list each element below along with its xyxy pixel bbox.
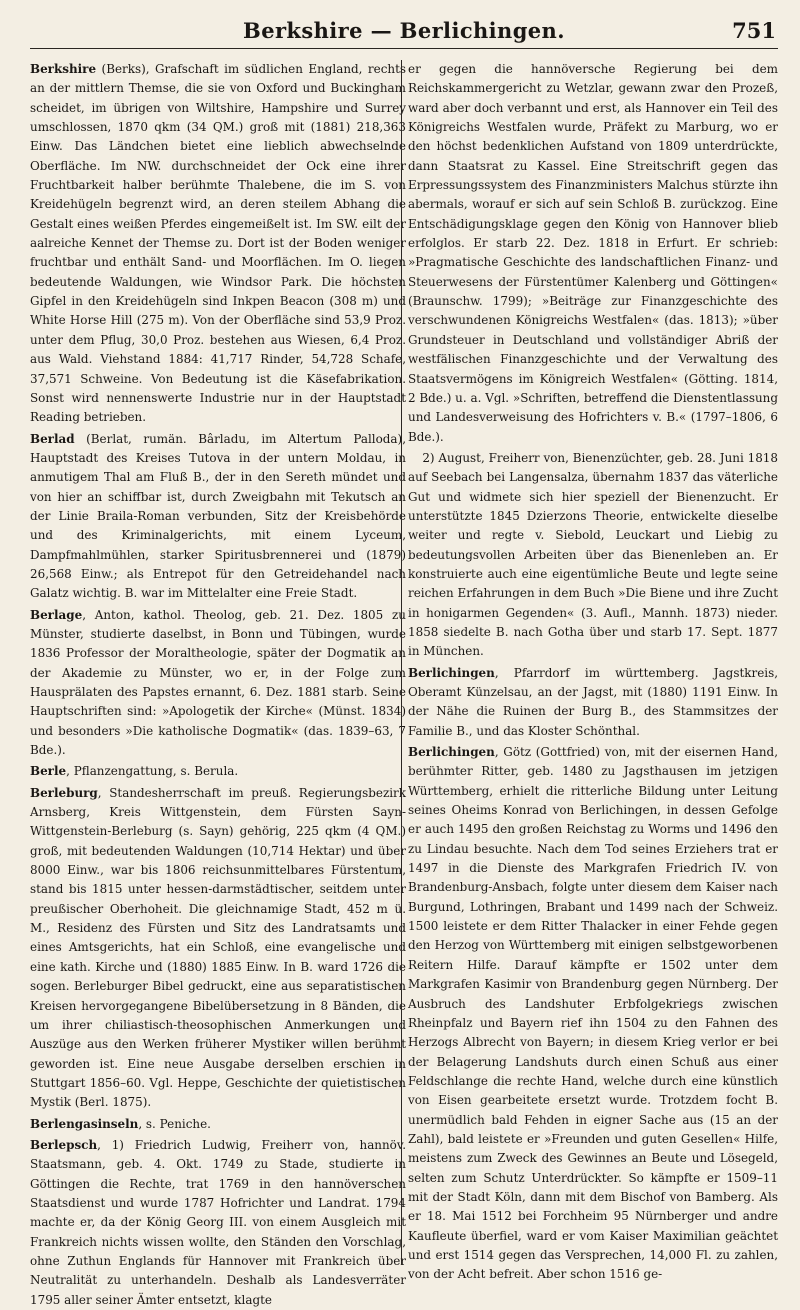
page-number: 751 [732,18,776,43]
left-column [30,60,406,1307]
right-column [408,60,778,1282]
entry-headword: Berlage [30,607,83,622]
entry-text: , 1) Friedrich Ludwig, Freiherr von, hannöv. Staatsmann, geb. 4. Okt. 1749 zu Stade, studierte in Göttingen die Rechte, trat 1769 in den hannöverschen Staatsdienst und wurde 1787 Hofrichter und Landrat. 1794 machte er, da der König Georg III. von einem Ausgleich mit Frankreich nichts wissen wollte, den Ständen den Vorschlag, ohne Zuthun Englands für Hannover mit Frankreich über Neutralität zu unterhandeln. Deshalb als Landesverräter 1795 aller seiner Ämter entsetzt, klagte [30,1137,406,1307]
entry-headword: Berlichingen [408,665,495,680]
entry [30,60,406,428]
entry [30,784,406,1113]
entry-text: , Anton, kathol. Theolog, geb. 21. Dez. 1805 zu Münster, studierte daselbst, in Bonn und Tübingen, wurde 1836 Professor der Moraltheologie, später der Dogmatik an der Akademie zu Münster, wo er, in der Folge zum Hausprälaten des Papstes ernannt, 6. Dez. 1881 starb. Seine Hauptschriften sind: »Apologetik der Kirche« (Münst. 1834) und besonders »Die katholische Dogmatik« (das. 1839–63, 7 Bde.). [30,607,406,758]
entry-text: , Pfarrdorf im württemberg. Jagstkreis, Oberamt Künzelsau, an der Jagst, mit (1880) 1191 Einw. In der Nähe die Ruinen der Burg B., des Stammsitzes der Familie B., und das Kloster Schönthal. [408,665,778,738]
entry [408,60,778,447]
entry-text: , Standesherrschaft im preuß. Regierungsbezirk Arnsberg, Kreis Wittgenstein, dem Fürsten Sayn-Wittgenstein-Berleburg (s. Sayn) gehörig, 225 qkm (4 QM.) groß, mit bedeutenden Waldungen (10,714 Hektar) und über 8000 Einw., war bis 1806 reichsunmittelbares Fürstentum, stand bis 1815 unter hessen-darmstädtischer, seitdem unter preußischer Oberhoheit. Die gleichnamige Stadt, 452 m ü. M., Residenz des Fürsten und Sitz des Landratsamts und eines Amtsgerichts, hat ein Schloß, eine evangelische und eine kath. Kirche und (1880) 1885 Einw. In B. ward 1726 die sogen. Berleburger Bibel gedruckt, eine aus separatistischen Kreisen hervorgegangene Bibelübersetzung in 8 Bänden, die um ihrer chiliastisch-theosophischen Anmerkungen und Auszüge aus den Werken früherer Mystiker willen berühmt geworden ist. Eine neue Ausgabe derselben erschien in Stuttgart 1856–60. Vgl. Heppe, Geschichte der quietistischen Mystik (Berl. 1875). [30,785,406,1110]
entry [408,743,778,1285]
entry [30,1136,406,1310]
entry-headword: Berle [30,764,67,779]
entry-text: er gegen die hannöversche Regierung bei dem Reichskammergericht zu Wetzlar, gewann zwar den Prozeß, ward aber doch verbannt und erst, als Hannover ein Teil des Königreichs Westfalen wurde, Präfekt zu Marburg, wo er den höchst bedenklichen Aufstand von 1809 unterdrückte, dann Staatsrat zu Kassel. Eine Streitschrift gegen das Erpressungssystem des Finanzministers Malchus stürzte ihn abermals, worauf er sich auf sein Schloß B. zurückzog. Eine Entschädigungsklage gegen den König von Hannover blieb erfolglos. Er starb 22. Dez. 1818 in Erfurt. Er schrieb: »Pragmatische Geschichte des landschaftlichen Finanz- und Steuerwesens der Fürstentümer Kalenberg und Göttingen« (Braunschw. 1799); »Beiträge zur Finanzgeschichte des verschwundenen Königreichs Westfalen« (das. 1813); »über Grundsteuer in Deutschland und vollständiger Abriß der westfälischen Finanzgeschichte und der Verwaltung des Staatsvermögens im Königreich Westfalen« (Götting. 1814, 2 Bde.) u. a. Vgl. »Schriften, betreffend die Dienstentlassung und Landesverweisung des Hofrichters v. B.« (1797–1806, 6 Bde.). [408,62,778,444]
entry-text: , Pflanzengattung, s. Berula. [66,764,239,779]
entry-headword: Berlengasinseln [30,1116,139,1131]
entry-text: , Götz (Gottfried) von, mit der eisernen Hand, berühmter Ritter, geb. 1480 zu Jagsthausen im jetzigen Württemberg, erhielt die ritterliche Bildung unter Leitung seines Oheims Konrad von Berlichingen, in dessen Gefolge er auch 1495 den großen Reichstag zu Worms und 1496 den zu Lindau besuchte. Nach dem Tod seines Erziehers trat er 1497 in die Dienste des Markgrafen Friedrich IV. von Brandenburg-Ansbach, folgte unter diesem dem Kaiser nach Burgund, Lothringen, Brabant und 1499 nach der Schweiz. 1500 leistete er dem Ritter Thalacker in einer Fehde gegen den Herzog von Württemberg mit einigen selbstgeworbenen Reitern Hilfe. Darauf kämpfte er 1502 unter dem Markgrafen Kasimir von Brandenburg gegen Nürnberg. Der Ausbruch des Landshuter Erbfolgekriegs zwischen Rheinpfalz und Bayern rief ihn 1504 zu den Fahnen des Herzogs Albrecht von Bayern; in diesem Krieg verlor er bei der Belagerung Landshuts durch einen Schuß aus einer Feldschlange die rechte Hand, welche durch eine künstlich von Eisen gearbeitete ersetzt wurde. Trotzdem focht B. unermüdlich bald Fehden in eigner Sache aus (15 an der Zahl), bald leistete er »Freunden und guten Gesellen« Hilfe, meistens zum Zweck des Gewinnes an Beute und Lösegeld, selten zum Schutz Unterdrückter. So kämpfte er 1509–11 mit der Stadt Köln, dann mit dem Bischof von Bamberg. Als er 18. Mai 1512 bei Forchheim 95 Nürnberger und andre Kaufleute überfiel, ward er vom Kaiser Maximilian geächtet und erst 1514 gegen das Versprechen, 14,000 Fl. zu zahlen, von der Acht befreit. Aber schon 1516 ge- [408,745,778,1282]
entry [30,762,406,781]
entry-headword: Berlichingen [408,745,495,760]
entry-text: , s. Peniche. [138,1116,211,1131]
entry [30,1115,406,1134]
entry [30,430,406,604]
entry-text: (Berlat, rumän. Bârladu, im Altertum Palloda), Hauptstadt des Kreises Tutova in der untern Moldau, in anmutigem Thal am Fluß B., der in den Sereth mündet und von hier an schiffbar ist, durch Zweigbahn mit Tekutsch an der Linie Braila-Roman verbunden, Sitz der Kreisbehörde und des Kriminalgerichts, mit einem Lyceum, Dampfmahlmühlen, starker Spiritusbrennerei und (1879) 26,568 Einw.; als Entrepot für den Getreidehandel nach Galatz wichtig. B. war im Mittelalter eine Freie Stadt. [30,431,406,601]
entry-headword: Berlad [30,431,75,446]
entry-headword: Berkshire [30,62,97,76]
running-head: Berkshire — Berlichingen. [243,18,565,43]
entry [408,449,778,662]
entry [30,606,406,761]
page-header [30,10,778,49]
entry-text: (Berks), Grafschaft im südlichen England, rechts an der mittlern Themse, die sie von Oxford und Buckingham scheidet, im übrigen von Wiltshire, Hampshire und Surrey umschlossen, 1870 qkm (34 QM.) groß mit (1881) 218,363 Einw. Das Ländchen bietet eine lieblich abwechselnde Oberfläche. Im NW. durchschneidet der Ock eine ihrer Fruchtbarkeit halber berühmte Thalebene, die im S. von Kreidehügeln begrenzt wird, an deren steilem Abhang die Gestalt eines weißen Pferdes eingemeißelt ist. Im SW. eilt der aalreiche Kennet der Themse zu. Dort ist der Boden weniger fruchtbar und enthält Sand- und Moorflächen. Im O. liegen bedeutende Waldungen, wie Windsor Park. Die höchsten Gipfel in den Kreidehügeln sind Inkpen Beacon (308 m) und White Horse Hill (275 m). Von der Oberfläche sind 53,9 Proz. unter dem Pflug, 30,0 Proz. bestehen aus Wiesen, 6,4 Proz. aus Wald. Viehstand 1884: 41,717 Rinder, 54,728 Schafe, 37,571 Schweine. Von Bedeutung ist die Käsefabrikation. Sonst wird nennenswerte Industrie nur in der Hauptstadt Reading betrieben. [30,62,406,425]
entry-headword: Berleburg [30,785,98,800]
entry [408,664,778,741]
entry-headword: Berlepsch [30,1137,98,1152]
column-divider [401,60,402,1265]
entry-text: 2) August, Freiherr von, Bienenzüchter, geb. 28. Juni 1818 auf Seebach bei Langensalza, übernahm 1837 das väterliche Gut und widmete sich hier speziell der Bienenzucht. Er unterstützte 1845 Dzierzons Theorie, entwickelte dieselbe weiter und regte v. Siebold, Leuckart und Liebig zu bedeutungsvollen Arbeiten über das Bienenleben an. Er konstruierte auch eine eigentümliche Beute und legte seine reichen Erfahrungen in dem Buch »Die Biene und ihre Zucht in honigarmen Gegenden« (3. Aufl., Mannh. 1873) nieder. 1858 siedelte B. nach Gotha über und starb 17. Sept. 1877 in München. [408,450,778,659]
